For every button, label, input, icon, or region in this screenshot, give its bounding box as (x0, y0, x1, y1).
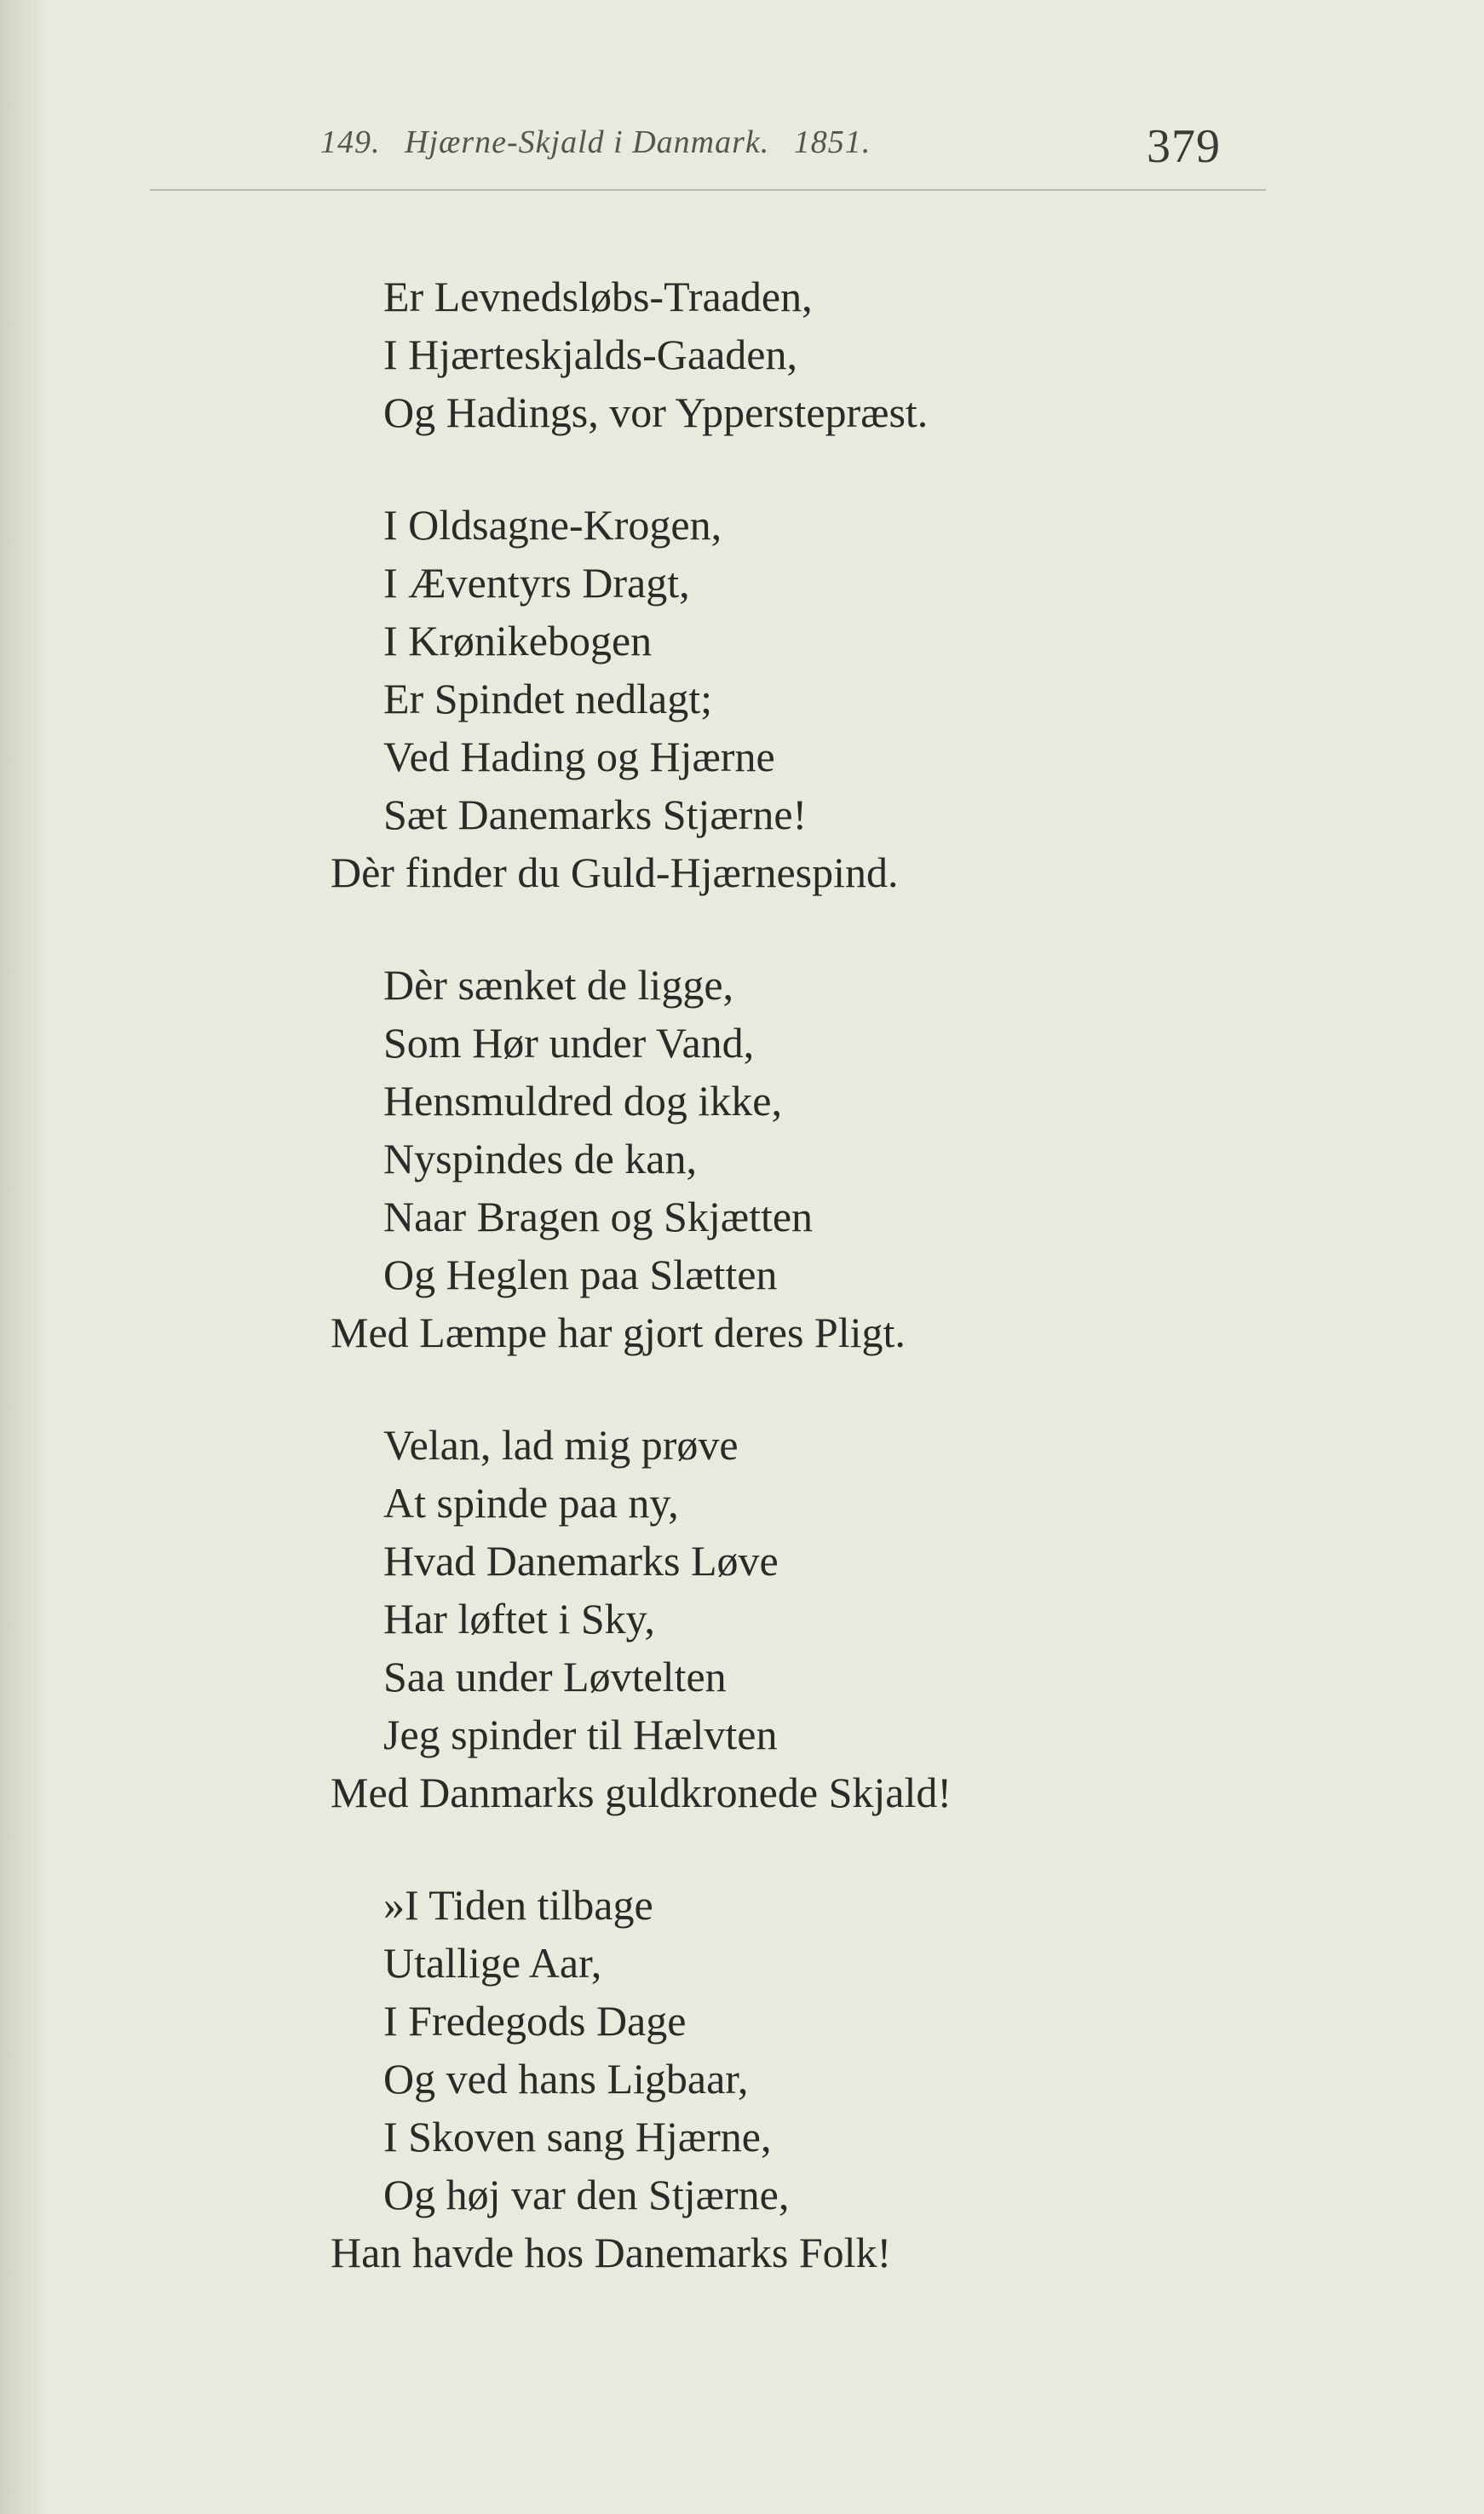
verse-line: Hensmuldred dog ikke, (383, 1077, 782, 1125)
verse-line: Nyspindes de kan, (383, 1135, 697, 1182)
verse-line: Og Hadings, vor Ypperstepræst. (383, 388, 929, 436)
verse-line: Med Læmpe har gjort deres Pligt. (331, 1309, 906, 1356)
running-year: 1851. (793, 124, 871, 160)
verse-line: Er Spindet nedlagt; (383, 675, 713, 722)
verse-line: Hvad Danemarks Løve (383, 1537, 779, 1585)
verse-line: I Oldsagne-Krogen, (383, 501, 722, 549)
verse-line: Dèr sænket de ligge, (383, 961, 734, 1009)
verse-line: Og ved hans Ligbaar, (383, 2055, 749, 2103)
verse-line: At spinde paa ny, (383, 1479, 679, 1527)
verse-line: »I Tiden tilbage (383, 1881, 653, 1929)
verse-line: Som Hør under Vand, (383, 1019, 755, 1067)
chapter-number: 149. (320, 124, 381, 160)
verse-line: Velan, lad mig prøve (383, 1421, 739, 1469)
verse-line: Utallige Aar, (383, 1939, 602, 1987)
verse-line: Dèr finder du Guld-Hjærnespind. (331, 849, 899, 896)
verse-line: I Krønikebogen (383, 617, 653, 664)
verse-line: Har løftet i Sky, (383, 1595, 655, 1642)
verse-line: I Fredegods Dage (383, 1997, 687, 2045)
page-number: 379 (1147, 120, 1221, 173)
verse-line: Saa under Løvtelten (383, 1653, 727, 1700)
verse-line: I Hjærteskjalds-Gaaden, (383, 331, 797, 378)
running-title: Hjærne-Skjald i Danmark. (405, 124, 770, 160)
verse-line: I Æventyrs Dragt, (383, 559, 690, 607)
verse-line: Naar Bragen og Skjætten (383, 1193, 814, 1240)
verse-line: Og høj var den Stjærne, (383, 2171, 790, 2218)
verse-line: I Skoven sang Hjærne, (383, 2113, 772, 2160)
verse-line: Og Heglen paa Slætten (383, 1251, 778, 1298)
verse-line: Med Danmarks guldkronede Skjald! (331, 1769, 952, 1816)
verse-line: Ved Hading og Hjærne (383, 733, 775, 780)
verse-line: Er Levnedsløbs-Traaden, (383, 273, 813, 320)
verse-line: Sæt Danemarks Stjærne! (383, 791, 808, 838)
verse-line: Jeg spinder til Hælvten (383, 1711, 778, 1758)
verse-line: Han havde hos Danemarks Folk! (331, 2229, 892, 2276)
